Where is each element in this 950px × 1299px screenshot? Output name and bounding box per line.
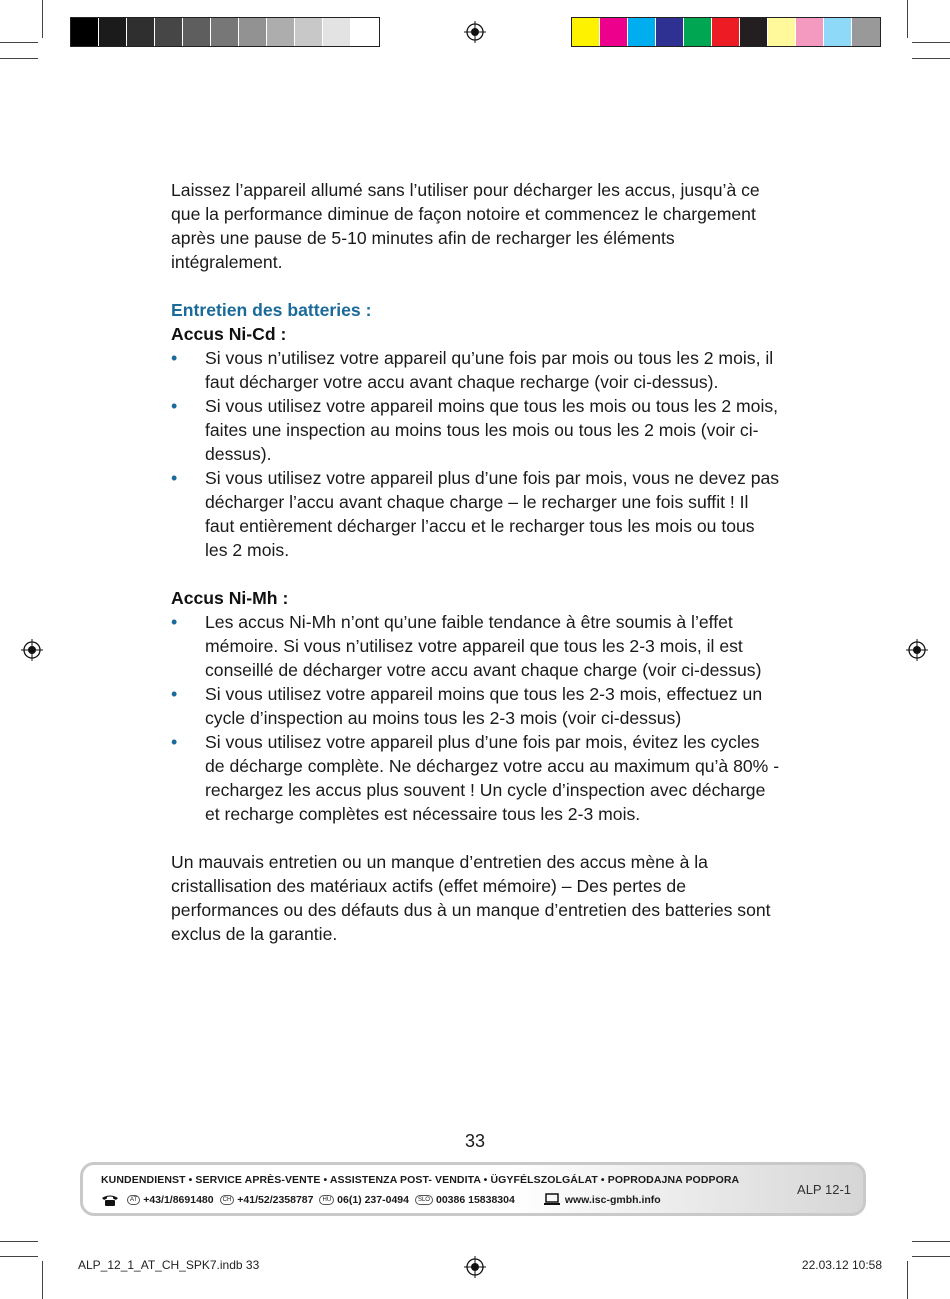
list-item (171, 730, 781, 826)
color-calibration-bar (571, 17, 881, 47)
crop-mark (42, 1261, 43, 1299)
color-swatch (824, 18, 852, 46)
crop-mark (0, 1256, 38, 1257)
phone-number: 06(1) 237-0494 (337, 1193, 409, 1206)
bullet-icon: • (171, 396, 178, 416)
color-swatch (127, 18, 155, 46)
color-swatch (768, 18, 796, 46)
list-item-text: Si vous n’utilisez votre appareil qu’une fois par mois ou tous les 2 mois, il faut décharger votre accu avant chaque recharge (voir ci-dessus). (205, 348, 774, 392)
phone-number: 00386 15838304 (435, 1193, 515, 1206)
color-swatch (796, 18, 824, 46)
color-swatch (852, 18, 880, 46)
nicd-list (171, 346, 781, 562)
telephone-icon (101, 1194, 119, 1206)
color-swatch (323, 18, 351, 46)
service-box (80, 1162, 866, 1216)
color-swatch (211, 18, 239, 46)
nimh-heading: Accus Ni-Mh : (171, 588, 289, 608)
country-badge: AT (127, 1195, 140, 1205)
laptop-icon (543, 1193, 561, 1206)
website-link[interactable]: www.isc-gmbh.info (564, 1193, 661, 1206)
color-swatch (267, 18, 295, 46)
registration-mark-icon (464, 21, 486, 43)
grayscale-calibration-bar (70, 17, 380, 47)
list-item-text: Si vous utilisez votre appareil plus d’une fois par mois, vous ne devez pas décharger l’accu avant chaque charge – le recharger une fois suffit ! Il faut entièrement décharger l’accu et le recharger tous les mois ou tous les 2 mois. (205, 468, 780, 560)
crop-mark (912, 58, 950, 59)
intro-paragraph: Laissez l’appareil allumé sans l’utiliser pour décharger les accus, jusqu’à ce que la performance diminue de façon notoire et commencez le chargement après une pause de 5-10 minutes afin de recharger les éléments intégralement. (171, 180, 760, 272)
crop-mark (912, 1241, 950, 1242)
page-content (171, 178, 781, 946)
color-swatch (71, 18, 99, 46)
country-badge: SLO (415, 1195, 433, 1205)
list-item-text: Si vous utilisez votre appareil moins que tous les mois ou tous les 2 mois, faites une inspection au moins tous les mois ou tous les 2 mois (voir ci-dessus). (205, 396, 779, 464)
list-item (171, 394, 781, 466)
color-swatch (295, 18, 323, 46)
nimh-list (171, 610, 781, 826)
list-item (171, 610, 781, 682)
crop-mark (42, 0, 43, 38)
bullet-icon: • (171, 732, 178, 752)
color-swatch (155, 18, 183, 46)
color-swatch (351, 18, 379, 46)
registration-mark-icon (464, 1256, 486, 1278)
color-swatch (656, 18, 684, 46)
model-label: ALP 12-1 (797, 1182, 851, 1197)
phone-number: +41/52/2358787 (237, 1193, 314, 1206)
file-slug: ALP_12_1_AT_CH_SPK7.indb 33 (78, 1258, 260, 1272)
crop-mark (0, 42, 38, 43)
list-item-text: Les accus Ni-Mh n’ont qu’une faible tendance à être soumis à l’effet mémoire. Si vous n’utilisez votre appareil que tous les 2-3 mois, il est conseillé de décharger votre accu avant chaque charge (voir ci-dessus) (205, 612, 762, 680)
bullet-icon: • (171, 348, 178, 368)
nicd-heading: Accus Ni-Cd : (171, 324, 287, 344)
color-swatch (183, 18, 211, 46)
crop-mark (0, 1241, 38, 1242)
bullet-icon: • (171, 612, 178, 632)
color-swatch (99, 18, 127, 46)
date-slug: 22.03.12 10:58 (801, 1258, 882, 1272)
color-swatch (572, 18, 600, 46)
outro-paragraph: Un mauvais entretien ou un manque d’entretien des accus mène à la cristallisation des matériaux actifs (effet mémoire) – Des pertes de performances ou des défauts dus à un manque d’entretien des batteries sont exclus de la garantie. (171, 852, 771, 944)
list-item (171, 682, 781, 730)
bullet-icon: • (171, 684, 178, 704)
service-title: KUNDENDIENST • SERVICE APRÈS-VENTE • ASSISTENZA POST- VENDITA • ÜGYFÉLSZOLGÁLAT • POPRODAJNA PODPORA (101, 1174, 740, 1186)
crop-mark (907, 1261, 908, 1299)
registration-mark-icon (906, 639, 928, 661)
crop-mark (912, 1256, 950, 1257)
color-swatch (740, 18, 768, 46)
crop-mark (907, 0, 908, 38)
color-swatch (600, 18, 628, 46)
color-swatch (712, 18, 740, 46)
service-contacts (101, 1193, 661, 1206)
bullet-icon: • (171, 468, 178, 488)
maintenance-heading: Entretien des batteries : (171, 300, 372, 320)
list-item (171, 466, 781, 562)
list-item-text: Si vous utilisez votre appareil plus d’une fois par mois, évitez les cycles de décharge complète. Ne déchargez votre accu au maximum qu’à 80% - rechargez les accus plus souvent ! Un cycle d’inspection avec décharge et recharge complètes est nécessaire tous les 2-3 mois. (205, 732, 780, 824)
crop-mark (912, 42, 950, 43)
registration-mark-icon (21, 639, 43, 661)
color-swatch (628, 18, 656, 46)
list-item (171, 346, 781, 394)
page-number: 33 (464, 1131, 486, 1151)
phone-number: +43/1/8691480 (143, 1193, 214, 1206)
list-item-text: Si vous utilisez votre appareil moins que tous les 2-3 mois, effectuez un cycle d’inspection au moins tous les 2-3 mois (voir ci-dessus) (205, 684, 763, 728)
crop-mark (0, 58, 38, 59)
color-swatch (684, 18, 712, 46)
country-badge: CH (220, 1195, 235, 1205)
country-badge: HU (319, 1195, 334, 1205)
color-swatch (239, 18, 267, 46)
